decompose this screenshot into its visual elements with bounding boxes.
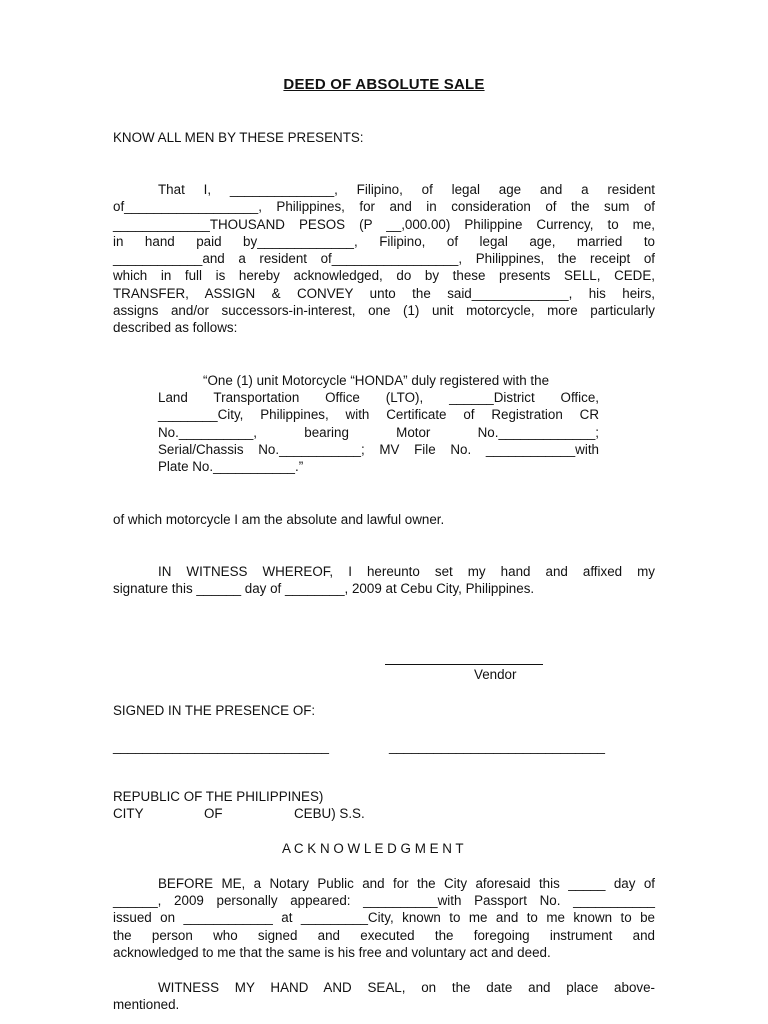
description-line: Plate No.___________.”: [158, 459, 304, 474]
sale-line: That I, ______________, Filipino, of legal age and a resident: [158, 182, 655, 197]
venue-of: OF: [204, 806, 223, 821]
venue-cebu: CEBU) S.S.: [294, 806, 365, 821]
sale-line: TRANSFER, ASSIGN & CONVEY unto the said_____________, his heirs,: [113, 286, 655, 301]
venue-city: CITY: [113, 806, 144, 821]
acknowledgment-line: issued on ____________ at _________City, known to me and to me known to be: [113, 910, 655, 925]
witness-signature-1: _____________________________: [113, 739, 329, 754]
owner-statement: of which motorcycle I am the absolute and lawful owner.: [113, 512, 445, 527]
sale-line: assigns and/or successors-in-interest, one (1) unit motorcycle, more particularly: [113, 303, 655, 318]
seal-line: mentioned.: [113, 997, 180, 1012]
vendor-label: Vendor: [474, 667, 517, 682]
description-line: No.__________, bearing Motor No._____________;: [158, 425, 599, 440]
sale-line: in hand paid by_____________, Filipino, of legal age, married to: [113, 234, 655, 249]
witness-signature-2: _____________________________: [389, 739, 605, 754]
acknowledgment-title: A C K N O W L E D G M E N T: [282, 841, 464, 856]
description-line: Land Transportation Office (LTO), ______District Office,: [158, 390, 599, 405]
venue-republic: REPUBLIC OF THE PHILIPPINES): [113, 789, 324, 804]
description-line: ________City, Philippines, with Certificate of Registration CR: [158, 407, 599, 422]
seal-line: WITNESS MY HAND AND SEAL, on the date and place above-: [158, 980, 655, 995]
presence-label: SIGNED IN THE PRESENCE OF:: [113, 703, 316, 718]
description-line: Serial/Chassis No.___________; MV File No. ____________with: [158, 442, 599, 457]
vendor-signature-line: [385, 664, 543, 665]
sale-line: _____________THOUSAND PESOS (P __,000.00) Philippine Currency, to me,: [113, 217, 655, 232]
document-title: DEED OF ABSOLUTE SALE: [283, 76, 485, 93]
witness-whereof-line: signature this ______ day of ________, 2009 at Cebu City, Philippines.: [113, 581, 535, 596]
sale-line: which in full is hereby acknowledged, do by these presents SELL, CEDE,: [113, 268, 655, 283]
acknowledgment-line: BEFORE ME, a Notary Public and for the City aforesaid this _____ day of: [158, 876, 655, 891]
witness-whereof-line: IN WITNESS WHEREOF, I hereunto set my hand and affixed my: [158, 564, 655, 579]
opening-line: KNOW ALL MEN BY THESE PRESENTS:: [113, 130, 364, 145]
sale-line: of__________________, Philippines, for and in consideration of the sum of: [113, 199, 655, 214]
sale-line: described as follows:: [113, 320, 238, 335]
acknowledgment-line: the person who signed and executed the foregoing instrument and: [113, 928, 655, 943]
description-line: “One (1) unit Motorcycle “HONDA” duly registered with the: [203, 373, 550, 388]
acknowledgment-line: acknowledged to me that the same is his free and voluntary act and deed.: [113, 945, 551, 960]
acknowledgment-line: ______, 2009 personally appeared: __________with Passport No. ___________: [113, 893, 655, 908]
sale-line: ____________and a resident of_________________, Philippines, the receipt of: [113, 251, 655, 266]
